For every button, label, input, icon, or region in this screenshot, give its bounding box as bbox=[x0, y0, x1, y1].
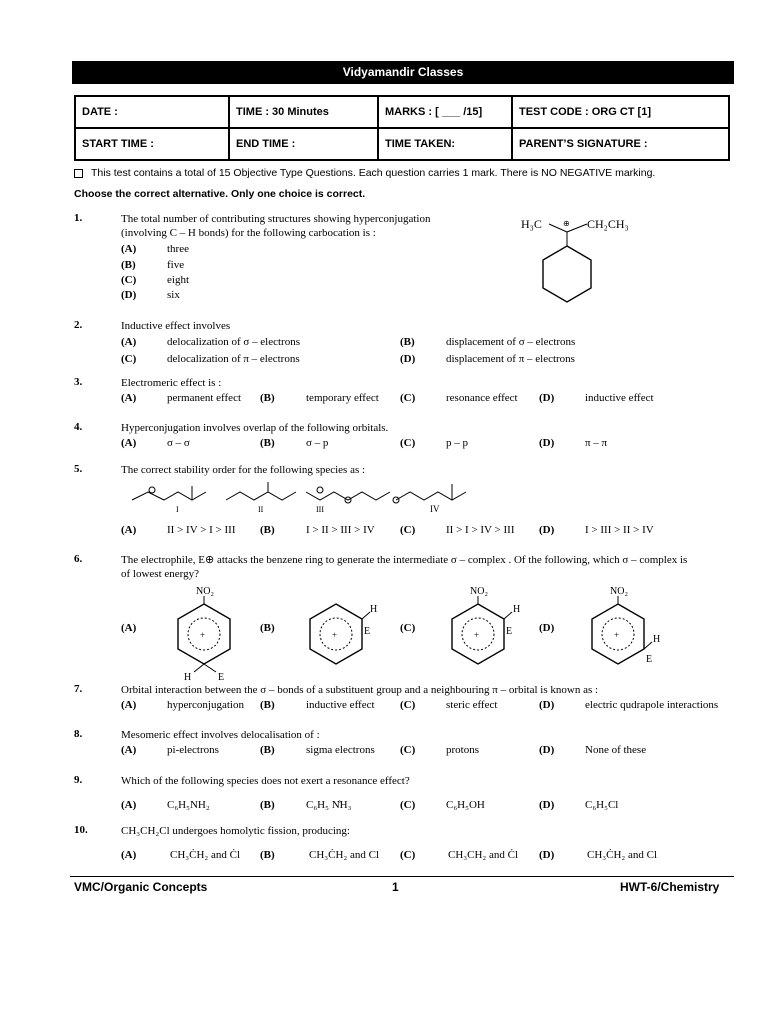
q6-option-b-structure[interactable] bbox=[300, 600, 390, 675]
q4-text: Hyperconjugation involves overlap of the following orbitals. bbox=[121, 422, 389, 434]
svg-text:IV: IV bbox=[430, 504, 440, 514]
svg-text:E: E bbox=[218, 672, 225, 682]
marks-cell: MARKS : [ ___ /15] bbox=[378, 96, 512, 128]
instruction-choose: Choose the correct alternative. Only one choice is correct. bbox=[74, 188, 366, 200]
time-cell: TIME : 30 Minutes bbox=[229, 96, 378, 128]
q8-option-a[interactable]: pi-electrons bbox=[167, 744, 219, 756]
footer-divider bbox=[70, 876, 734, 877]
svg-text:H: H bbox=[184, 672, 192, 682]
q9-option-c[interactable]: C₆H₅OH bbox=[446, 799, 485, 811]
date-cell: DATE : bbox=[75, 96, 229, 128]
q2-option-a[interactable]: delocalization of σ – electrons bbox=[167, 336, 300, 348]
q1-option-d[interactable]: six bbox=[167, 289, 180, 301]
q5-text: The correct stability order for the following species as : bbox=[121, 464, 366, 476]
q3-text: Electromeric effect is : bbox=[121, 377, 222, 389]
q2-option-d[interactable]: displacement of π – electrons bbox=[446, 353, 575, 365]
q1-carbocation-figure bbox=[515, 208, 640, 308]
q4-option-b[interactable]: σ – p bbox=[306, 437, 329, 449]
q9-option-d[interactable]: C₆H₅Cl bbox=[585, 799, 619, 811]
q1-text: The total number of contributing structures showing hyperconjugation (involving C – H bonds) for the following carbocation is : bbox=[121, 213, 431, 239]
svg-text:I: I bbox=[176, 505, 179, 514]
q6-option-a-structure[interactable] bbox=[168, 582, 248, 682]
q7-option-b[interactable]: inductive effect bbox=[306, 699, 375, 711]
q1-charge-label: ⊕ bbox=[563, 219, 570, 228]
q5-option-a[interactable]: II > IV > I > III bbox=[167, 524, 236, 536]
q10-number: 10. bbox=[74, 824, 88, 836]
q8-option-d[interactable]: None of these bbox=[585, 744, 647, 756]
q7-option-d[interactable]: electric qudrapole interactions bbox=[585, 699, 719, 711]
q5-option-b[interactable]: I > II > III > IV bbox=[306, 524, 375, 536]
svg-text:E: E bbox=[364, 626, 371, 637]
q8-text: Mesomeric effect involves delocalisation of : bbox=[121, 729, 320, 741]
svg-text:H: H bbox=[370, 604, 378, 615]
q3-option-b[interactable]: temporary effect bbox=[306, 392, 379, 404]
q5-option-d[interactable]: I > III > II > IV bbox=[585, 524, 654, 536]
svg-text:+: + bbox=[332, 630, 338, 640]
q2-option-c[interactable]: delocalization of π – electrons bbox=[167, 353, 300, 365]
q4-option-c[interactable]: p – p bbox=[446, 437, 468, 449]
header-table bbox=[74, 95, 730, 161]
svg-text:+: + bbox=[474, 630, 480, 640]
checkbox-icon bbox=[74, 169, 83, 178]
q10-option-b[interactable]: CH₃ĊH₂ and Cl bbox=[309, 849, 380, 861]
svg-text:+: + bbox=[614, 630, 620, 640]
svg-text:H: H bbox=[653, 634, 661, 645]
q1-ch2ch3-label: CH₂CH₃ bbox=[587, 217, 629, 231]
q4-option-a[interactable]: σ – σ bbox=[167, 437, 190, 449]
svg-text:E: E bbox=[506, 626, 513, 637]
q4-option-d[interactable]: π – π bbox=[585, 437, 608, 449]
footer-right: HWT-6/Chemistry bbox=[620, 880, 720, 894]
q9-number: 9. bbox=[74, 774, 83, 786]
time-taken-cell: TIME TAKEN: bbox=[378, 128, 512, 160]
svg-text:+: + bbox=[200, 630, 206, 640]
svg-text:H: H bbox=[513, 604, 521, 615]
q5-number: 5. bbox=[74, 463, 83, 475]
q9-option-a[interactable]: C₆H₅NH₂ bbox=[167, 799, 210, 811]
q9-text: Which of the following species does not exert a resonance effect? bbox=[121, 775, 410, 787]
q1-number: 1. bbox=[74, 212, 83, 224]
q1-option-a[interactable]: three bbox=[167, 243, 189, 255]
q6-text: The electrophile, E⊕ attacks the benzene ring to generate the intermediate σ – complex . Of the following, which σ – complex is of lowest energy? bbox=[121, 554, 688, 580]
q2-number: 2. bbox=[74, 319, 83, 331]
svg-text:E: E bbox=[646, 654, 653, 665]
q3-number: 3. bbox=[74, 376, 83, 388]
q8-option-b[interactable]: sigma electrons bbox=[306, 744, 375, 756]
footer-page-number: 1 bbox=[392, 880, 399, 894]
q1-option-c[interactable]: eight bbox=[167, 274, 189, 286]
instruction-bullet bbox=[74, 167, 655, 179]
q1-option-b[interactable]: five bbox=[167, 259, 185, 271]
q6-number: 6. bbox=[74, 553, 83, 565]
q5-option-c[interactable]: II > I > IV > III bbox=[446, 524, 515, 536]
q3-option-d[interactable]: inductive effect bbox=[585, 392, 654, 404]
svg-text:NO₂: NO₂ bbox=[470, 586, 488, 597]
q10-text: CH₃CH₂Cl undergoes homolytic fission, producing: bbox=[121, 825, 350, 837]
q8-option-c[interactable]: protons bbox=[446, 744, 479, 756]
q7-number: 7. bbox=[74, 683, 83, 695]
q9-option-b[interactable]: C₆H₅ N̊H₃ bbox=[306, 799, 352, 811]
q3-option-a[interactable]: permanent effect bbox=[167, 392, 242, 404]
q6-option-d-structure[interactable] bbox=[580, 582, 670, 674]
svg-text:NO₂: NO₂ bbox=[610, 586, 628, 597]
test-code-cell: TEST CODE : ORG CT [1] bbox=[512, 96, 729, 128]
svg-text:III: III bbox=[316, 505, 324, 514]
q10-option-a[interactable]: CH₃ĊH₂ and Ċl bbox=[170, 849, 241, 861]
q4-number: 4. bbox=[74, 421, 83, 433]
start-time-cell: START TIME : bbox=[75, 128, 229, 160]
q10-option-d[interactable]: CH₃ĊH₂ and Cl bbox=[587, 849, 658, 861]
q6-option-c-structure[interactable] bbox=[440, 582, 530, 674]
footer-left: VMC/Organic Concepts bbox=[74, 880, 208, 894]
q10-option-c[interactable]: CH₃CH₂ and Ċl bbox=[448, 849, 519, 861]
q3-option-c[interactable]: resonance effect bbox=[446, 392, 518, 404]
parent-signature-cell: PARENT’S SIGNATURE : bbox=[512, 128, 729, 160]
q7-text: Orbital interaction between the σ – bonds of a substituent group and a neighbouring π – orbital is known as : bbox=[121, 684, 599, 696]
svg-text:NO₂: NO₂ bbox=[196, 586, 214, 597]
q2-text: Inductive effect involves bbox=[121, 320, 231, 332]
banner: Vidyamandir Classes bbox=[72, 61, 734, 84]
q7-option-a[interactable]: hyperconjugation bbox=[167, 699, 244, 711]
instruction-text: This test contains a total of 15 Objective Type Questions. Each question carries 1 mark. There is NO NEGATIVE marking. bbox=[91, 167, 656, 179]
q5-species-figure bbox=[120, 478, 480, 518]
q7-option-c[interactable]: steric effect bbox=[446, 699, 498, 711]
svg-text:II: II bbox=[258, 505, 264, 514]
q1-h3c-label: H₃C bbox=[521, 217, 542, 231]
end-time-cell: END TIME : bbox=[229, 128, 378, 160]
q8-number: 8. bbox=[74, 728, 83, 740]
q2-option-b[interactable]: displacement of σ – electrons bbox=[446, 336, 576, 348]
